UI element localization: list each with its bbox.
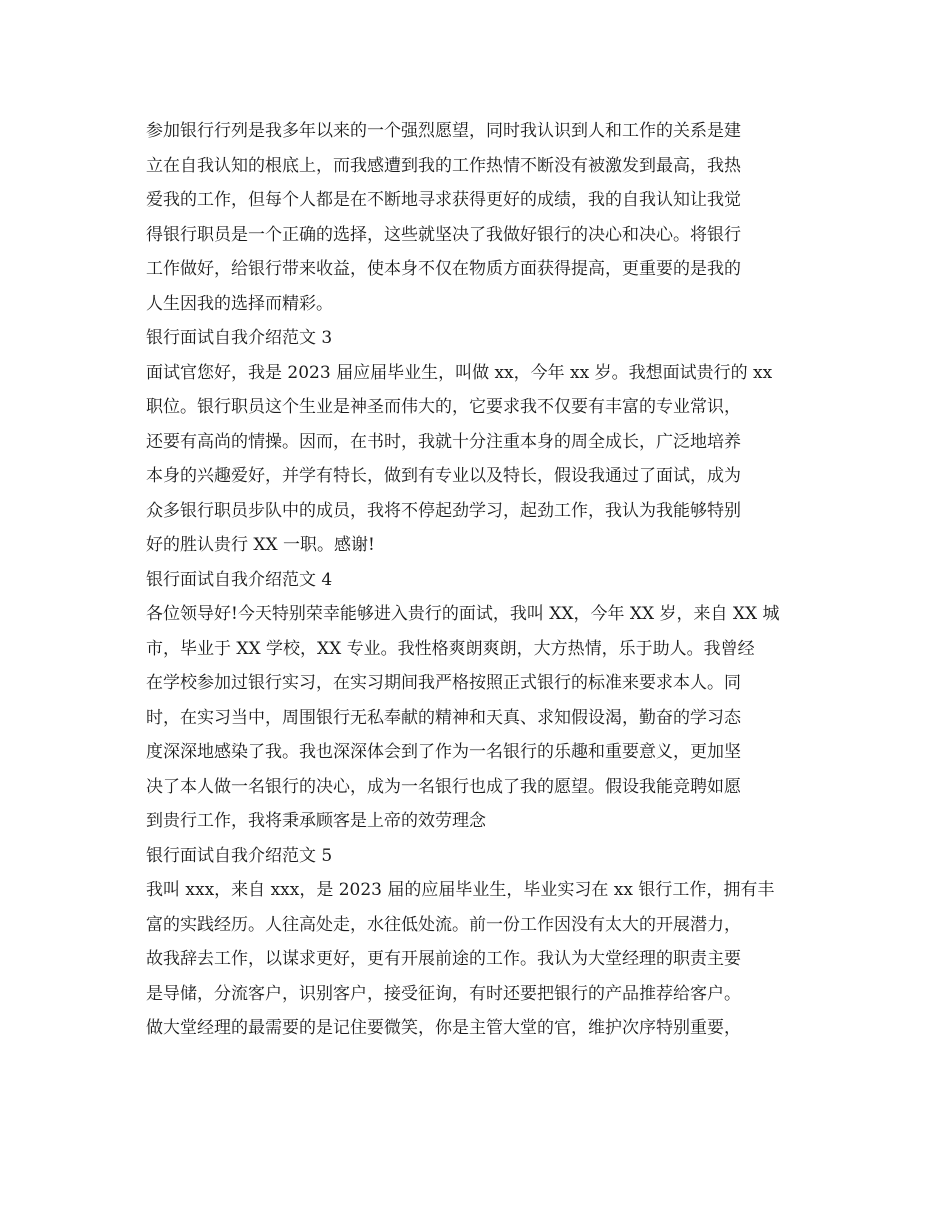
paragraph-line: 故我辞去工作，以谋求更好，更有开展前途的工作。我认为大堂经理的职责主要: [146, 949, 741, 969]
paragraph-line: 面试官您好，我是 2023 届应届毕业生，叫做 xx，今年 xx 岁。我想面试贵行的 xx: [146, 362, 773, 383]
paragraph-line: 富的实践经历。人往高处走，水往低处流。前一份工作因没有太大的开展潜力，: [146, 914, 741, 935]
paragraph-line: 好的胜认贵行 XX 一职。感谢!: [146, 535, 375, 555]
paragraph-line: 到贵行工作，我将秉承顾客是上帝的效劳理念: [146, 811, 486, 831]
paragraph-line: 还要有高尚的情操。因而，在书时，我就十分注重本身的周全成长，广泛地培养: [146, 431, 741, 452]
paragraph-line: 在学校参加过银行实习，在实习期间我严格按照正式银行的标准来要求本人。同: [146, 673, 741, 693]
paragraph-line: 参加银行行列是我多年以来的一个强烈愿望，同时我认识到人和工作的关系是建: [146, 121, 741, 141]
paragraph-line: 度深深地感染了我。我也深深体会到了作为一名银行的乐趣和重要意义，更加坚: [146, 742, 741, 762]
paragraph-line: 人生因我的选择而精彩。: [146, 293, 333, 314]
paragraph-line: 时，在实习当中，周围银行无私奉献的精神和天真、求知假设渴，勤奋的学习态: [146, 707, 741, 728]
section-heading-4: 银行面试自我介绍范文 4: [146, 569, 333, 590]
paragraph-line: 决了本人做一名银行的决心，成为一名银行也成了我的愿望。假设我能竞聘如愿: [146, 776, 741, 797]
paragraph-line: 是导储，分流客户，识别客户，接受征询，有时还要把银行的产品推荐给客户。: [146, 983, 741, 1004]
paragraph-line: 爱我的工作，但每个人都是在不断地寻求获得更好的成绩，我的自我认知让我觉: [146, 190, 741, 210]
paragraph-line: 立在自我认知的根底上，而我感遭到我的工作热情不断没有被激发到最高，我热: [146, 155, 741, 176]
section-heading-5: 银行面试自我介绍范文 5: [146, 845, 333, 866]
paragraph-line: 众多银行职员步队中的成员，我将不停起劲学习，起劲工作，我认为我能够特别: [146, 500, 741, 521]
paragraph-line: 做大堂经理的最需要的是记住要微笑，你是主管大堂的官，维护次序特别重要，: [146, 1018, 741, 1038]
paragraph-line: 得银行职员是一个正确的选择，这些就坚决了我做好银行的决心和决心。将银行: [146, 224, 741, 245]
section-heading-3: 银行面试自我介绍范文 3: [146, 328, 333, 348]
paragraph-line: 市，毕业于 XX 学校，XX 专业。我性格爽朗爽朗，大方热情，乐于助人。我曾经: [146, 638, 755, 659]
paragraph-line: 职位。银行职员这个生业是神圣而伟大的，它要求我不仅要有丰富的专业常识，: [146, 397, 741, 417]
paragraph-line: 我叫 xxx，来自 xxx，是 2023 届的应届毕业生，毕业实习在 xx 银行工作，拥有丰: [146, 880, 775, 900]
paragraph-line: 工作做好，给银行带来收益，使本身不仅在物质方面获得提高，更重要的是我的: [146, 259, 741, 279]
paragraph-line: 各位领导好!今天特别荣幸能够进入贵行的面试，我叫 XX，今年 XX 岁，来自 XX 城: [146, 604, 780, 624]
paragraph-line: 本身的兴趣爱好，并学有特长，做到有专业以及特长，假设我通过了面试，成为: [146, 466, 741, 486]
document-body: [146, 114, 814, 1046]
